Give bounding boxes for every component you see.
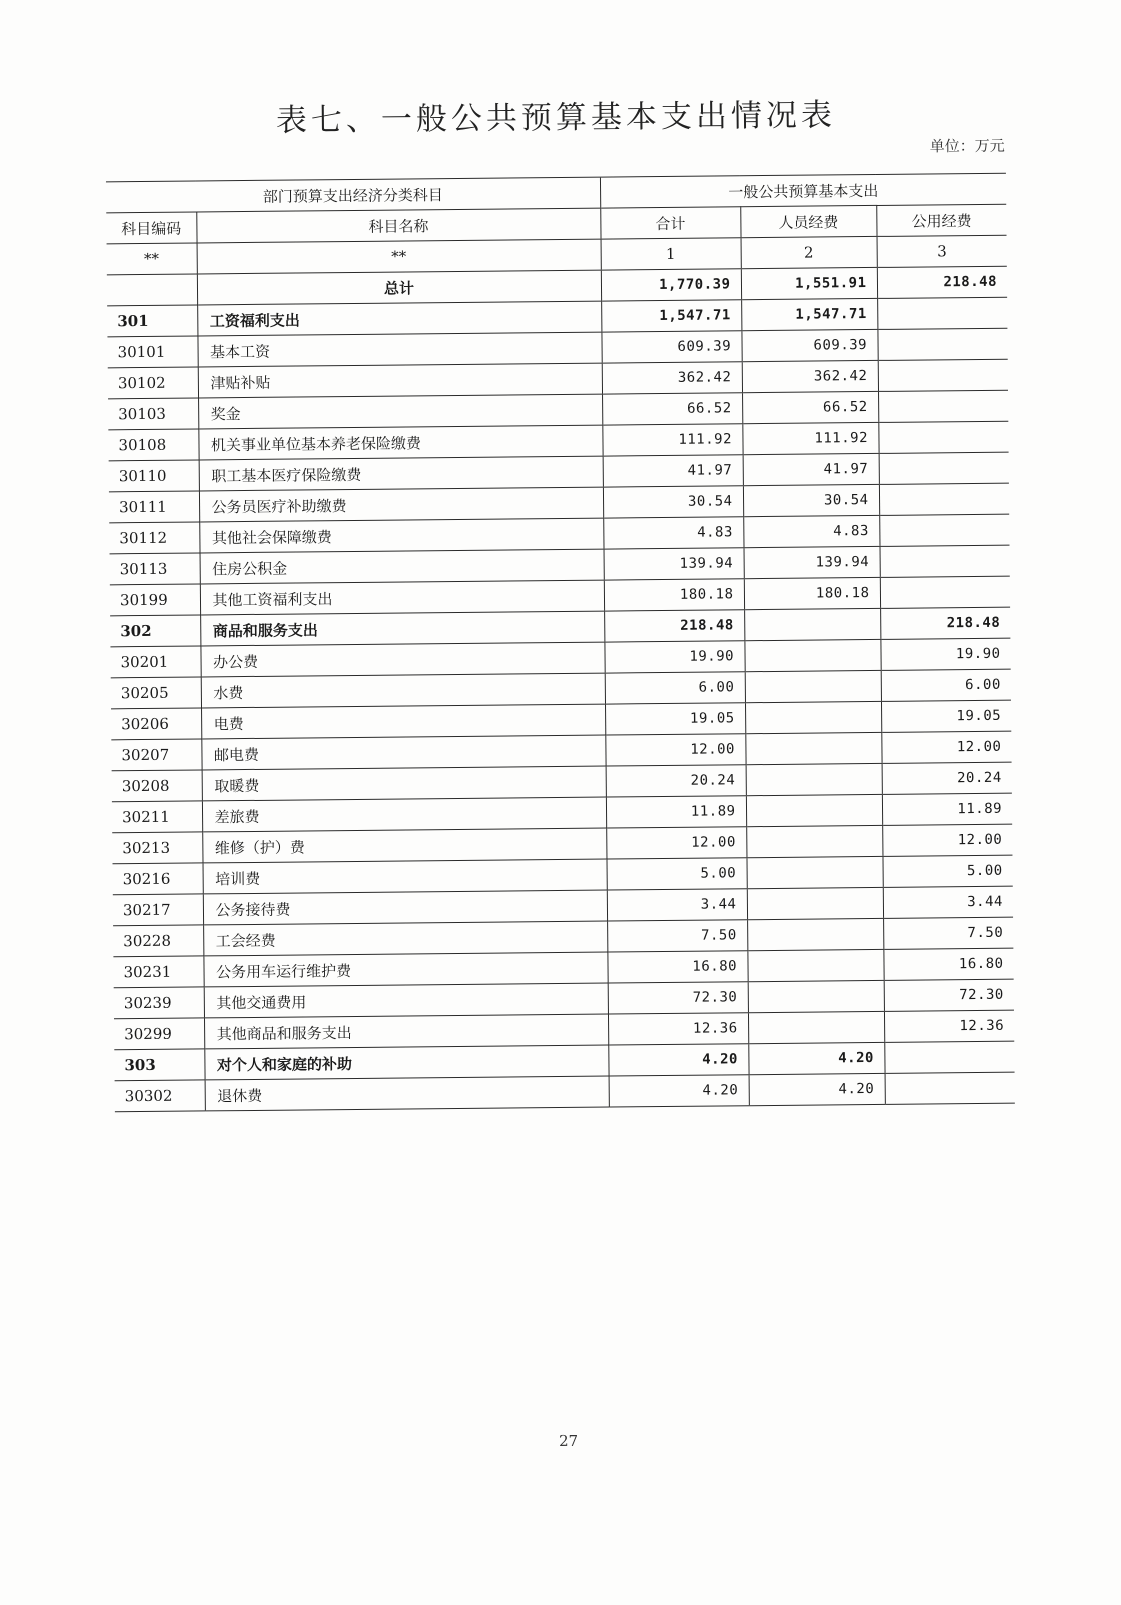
personnel-cell: 1,547.71: [741, 298, 877, 330]
public-cell: 20.24: [882, 762, 1012, 794]
name-cell: 工会经费: [203, 921, 607, 956]
public-cell: 6.00: [881, 669, 1011, 701]
total-cell: 66.52: [602, 393, 742, 425]
total-cell: 41.97: [603, 455, 743, 487]
total-cell: 362.42: [602, 362, 742, 394]
public-cell: [877, 297, 1007, 329]
idx-personnel: 2: [741, 236, 877, 268]
name-cell: 其他商品和服务支出: [204, 1014, 608, 1049]
total-code-cell: [107, 274, 197, 306]
code-cell: 302: [110, 615, 200, 647]
col-header-name: 科目名称: [196, 208, 600, 243]
code-cell: 30110: [109, 460, 199, 492]
name-cell: 取暖费: [202, 766, 606, 801]
name-cell: 商品和服务支出: [200, 611, 604, 646]
personnel-cell: 362.42: [742, 360, 878, 392]
name-cell: 邮电费: [201, 735, 605, 770]
personnel-cell: [746, 763, 882, 795]
total-cell: 4.20: [609, 1075, 749, 1107]
total-cell: 72.30: [608, 982, 748, 1014]
public-cell: [878, 421, 1008, 453]
personnel-cell: [746, 825, 882, 857]
personnel-cell: [745, 670, 881, 702]
name-cell: 公务接待费: [203, 890, 607, 925]
public-cell: 12.36: [884, 1010, 1014, 1042]
total-cell: 19.90: [604, 641, 744, 673]
personnel-cell: [746, 794, 882, 826]
total-name-cell: 总计: [197, 270, 601, 305]
public-cell: [885, 1072, 1015, 1104]
public-cell: [879, 452, 1009, 484]
personnel-cell: 4.20: [749, 1073, 885, 1105]
total-cell: 5.00: [607, 858, 747, 890]
public-cell: 16.80: [883, 948, 1013, 980]
code-cell: 30231: [113, 956, 203, 988]
public-cell: 218.48: [880, 607, 1010, 639]
name-cell: 机关事业单位基本养老保险缴费: [198, 425, 602, 460]
name-cell: 基本工资: [197, 332, 601, 367]
public-cell: 72.30: [884, 979, 1014, 1011]
name-cell: 培训费: [203, 859, 607, 894]
total-cell: 609.39: [601, 331, 741, 363]
personnel-cell: 4.20: [748, 1042, 884, 1074]
col-header-code: 科目编码: [106, 212, 196, 244]
total-cell: 4.20: [608, 1044, 748, 1076]
personnel-cell: [748, 1011, 884, 1043]
name-cell: 差旅费: [202, 797, 606, 832]
name-cell: 奖金: [198, 394, 602, 429]
group-header-right: 一般公共预算基本支出: [600, 173, 1006, 208]
name-cell: 办公费: [200, 642, 604, 677]
code-cell: 30113: [110, 553, 200, 585]
total-cell: 16.80: [607, 951, 747, 983]
personnel-cell: 41.97: [743, 453, 879, 485]
public-cell: 12.00: [881, 731, 1011, 763]
name-cell: 维修（护）费: [202, 828, 606, 863]
total-cell: 139.94: [604, 548, 744, 580]
personnel-cell: [748, 980, 884, 1012]
code-cell: 30103: [108, 398, 198, 430]
name-cell: 水费: [201, 673, 605, 708]
page-title: 表七、一般公共预算基本支出情况表: [275, 97, 837, 139]
name-cell: 津贴补贴: [198, 363, 602, 398]
name-cell: 其他社会保障缴费: [199, 518, 603, 553]
personnel-cell: 30.54: [743, 484, 879, 516]
total-total-cell: 1,770.39: [601, 269, 741, 301]
total-cell: 218.48: [604, 610, 744, 642]
personnel-cell: 4.83: [743, 515, 879, 547]
total-cell: 12.00: [605, 734, 745, 766]
table-body: [107, 266, 1015, 1112]
idx-name: **: [197, 239, 601, 274]
total-cell: 1,547.71: [601, 300, 741, 332]
name-cell: 退休费: [205, 1076, 609, 1111]
public-cell: [880, 545, 1010, 577]
name-cell: 其他交通费用: [204, 983, 608, 1018]
total-cell: 12.36: [608, 1013, 748, 1045]
code-cell: 30217: [113, 894, 203, 926]
code-cell: 30211: [112, 801, 202, 833]
idx-total: 1: [601, 238, 741, 270]
personnel-cell: [747, 887, 883, 919]
total-public-cell: 218.48: [877, 266, 1007, 298]
personnel-cell: 111.92: [742, 422, 878, 454]
unit-label: 单位：万元: [929, 136, 1005, 156]
total-cell: 12.00: [606, 827, 746, 859]
idx-code: **: [107, 243, 197, 275]
name-cell: 职工基本医疗保险缴费: [199, 456, 603, 491]
budget-table: [106, 173, 1015, 1113]
public-cell: [877, 328, 1007, 360]
code-cell: 30228: [113, 925, 203, 957]
public-cell: 7.50: [883, 917, 1013, 949]
code-cell: 303: [114, 1049, 204, 1081]
name-cell: 其他工资福利支出: [200, 580, 604, 615]
total-cell: 11.89: [606, 796, 746, 828]
code-cell: 301: [107, 305, 197, 337]
total-cell: 3.44: [607, 889, 747, 921]
code-cell: 30239: [114, 987, 204, 1019]
public-cell: [884, 1041, 1014, 1073]
name-cell: 工资福利支出: [197, 301, 601, 336]
code-cell: 30299: [114, 1018, 204, 1050]
public-cell: [878, 359, 1008, 391]
code-cell: 30101: [107, 336, 197, 368]
code-cell: 30205: [111, 677, 201, 709]
code-cell: 30108: [108, 429, 198, 461]
code-cell: 30201: [110, 646, 200, 678]
name-cell: 对个人和家庭的补助: [204, 1045, 608, 1080]
code-cell: 30207: [111, 739, 201, 771]
code-cell: 30112: [109, 522, 199, 554]
group-header-left: 部门预算支出经济分类科目: [106, 177, 600, 213]
personnel-cell: [745, 732, 881, 764]
total-cell: 30.54: [603, 486, 743, 518]
public-cell: [878, 390, 1008, 422]
personnel-cell: [747, 949, 883, 981]
public-cell: 12.00: [882, 824, 1012, 856]
code-cell: 30102: [108, 367, 198, 399]
total-cell: 19.05: [605, 703, 745, 735]
total-cell: 6.00: [605, 672, 745, 704]
name-cell: 电费: [201, 704, 605, 739]
public-cell: 5.00: [882, 855, 1012, 887]
public-cell: 19.05: [881, 700, 1011, 732]
code-cell: 30302: [115, 1080, 205, 1112]
public-cell: [879, 514, 1009, 546]
page-number: 27: [558, 1431, 579, 1451]
name-cell: 住房公积金: [200, 549, 604, 584]
public-cell: [880, 576, 1010, 608]
personnel-cell: 609.39: [741, 329, 877, 361]
personnel-cell: 66.52: [742, 391, 878, 423]
code-cell: 30199: [110, 584, 200, 616]
col-header-public: 公用经费: [876, 204, 1006, 236]
personnel-cell: [745, 701, 881, 733]
public-cell: 11.89: [882, 793, 1012, 825]
personnel-cell: [744, 639, 880, 671]
personnel-cell: [746, 856, 882, 888]
total-cell: 20.24: [606, 765, 746, 797]
public-cell: 19.90: [880, 638, 1010, 670]
code-cell: 30216: [113, 863, 203, 895]
code-cell: 30111: [109, 491, 199, 523]
personnel-cell: [747, 918, 883, 950]
personnel-cell: [744, 608, 880, 640]
col-header-total: 合计: [600, 207, 740, 239]
idx-public: 3: [877, 235, 1007, 267]
code-cell: 30208: [112, 770, 202, 802]
total-personnel-cell: 1,551.91: [741, 267, 877, 299]
public-cell: 3.44: [883, 886, 1013, 918]
public-cell: [879, 483, 1009, 515]
name-cell: 公务员医疗补助缴费: [199, 487, 603, 522]
code-cell: 30213: [112, 832, 202, 864]
total-cell: 4.83: [603, 517, 743, 549]
total-cell: 111.92: [602, 424, 742, 456]
total-cell: 7.50: [607, 920, 747, 952]
name-cell: 公务用车运行维护费: [203, 952, 607, 987]
col-header-personnel: 人员经费: [740, 205, 876, 237]
personnel-cell: 139.94: [744, 546, 880, 578]
code-cell: 30206: [111, 708, 201, 740]
total-cell: 180.18: [604, 579, 744, 611]
personnel-cell: 180.18: [744, 577, 880, 609]
